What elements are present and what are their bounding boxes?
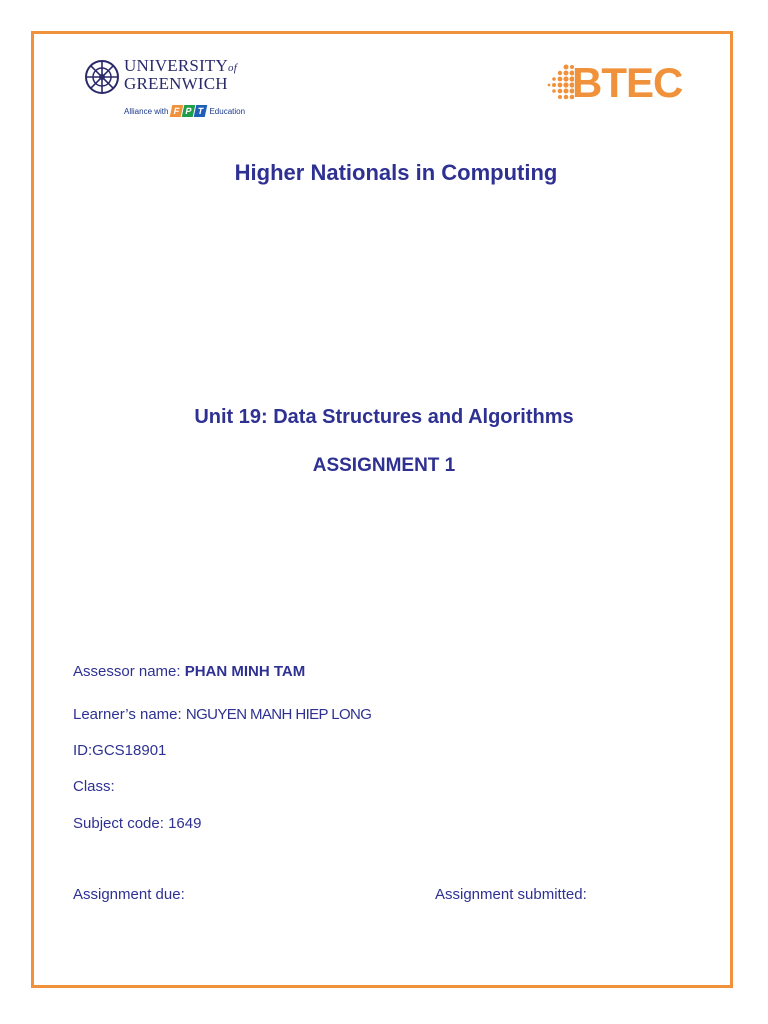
greenwich-crest-icon xyxy=(84,59,120,95)
class-label: Class: xyxy=(73,778,115,795)
subject-value: 1649 xyxy=(168,815,202,832)
btec-logo xyxy=(546,58,698,108)
learner-label: Learner’s name: xyxy=(73,706,186,723)
assignment-submitted-label: Assignment submitted: xyxy=(435,886,587,903)
assessor-row xyxy=(73,663,305,680)
programme-title: Higher Nationals in Computing xyxy=(234,160,558,185)
subject-row xyxy=(73,815,201,832)
assessor-label: Assessor name: xyxy=(73,663,185,680)
assignment-due-label: Assignment due: xyxy=(73,886,185,903)
assignment-title: ASSIGNMENT 1 xyxy=(312,455,456,476)
fpt-logo: F P T xyxy=(171,105,206,117)
btec-wordmark: BTEC xyxy=(572,59,683,106)
learner-value: NGUYEN MANH HIEP LONG xyxy=(185,706,372,723)
alliance-line: Alliance with F P T Education xyxy=(124,106,246,116)
id-label: ID: xyxy=(73,742,93,759)
btec-dots-icon xyxy=(546,63,574,103)
assessor-value: PHAN MINH TAM xyxy=(184,663,306,680)
unit-title: Unit 19: Data Structures and Algorithms xyxy=(194,406,574,428)
id-value: GCS18901 xyxy=(92,742,167,759)
university-of-greenwich-logo xyxy=(84,58,254,124)
id-row xyxy=(73,742,166,759)
subject-label: Subject code: xyxy=(73,815,169,832)
university-name: UNIVERSITYof GREENWICH xyxy=(124,56,237,93)
learner-row xyxy=(73,706,371,723)
